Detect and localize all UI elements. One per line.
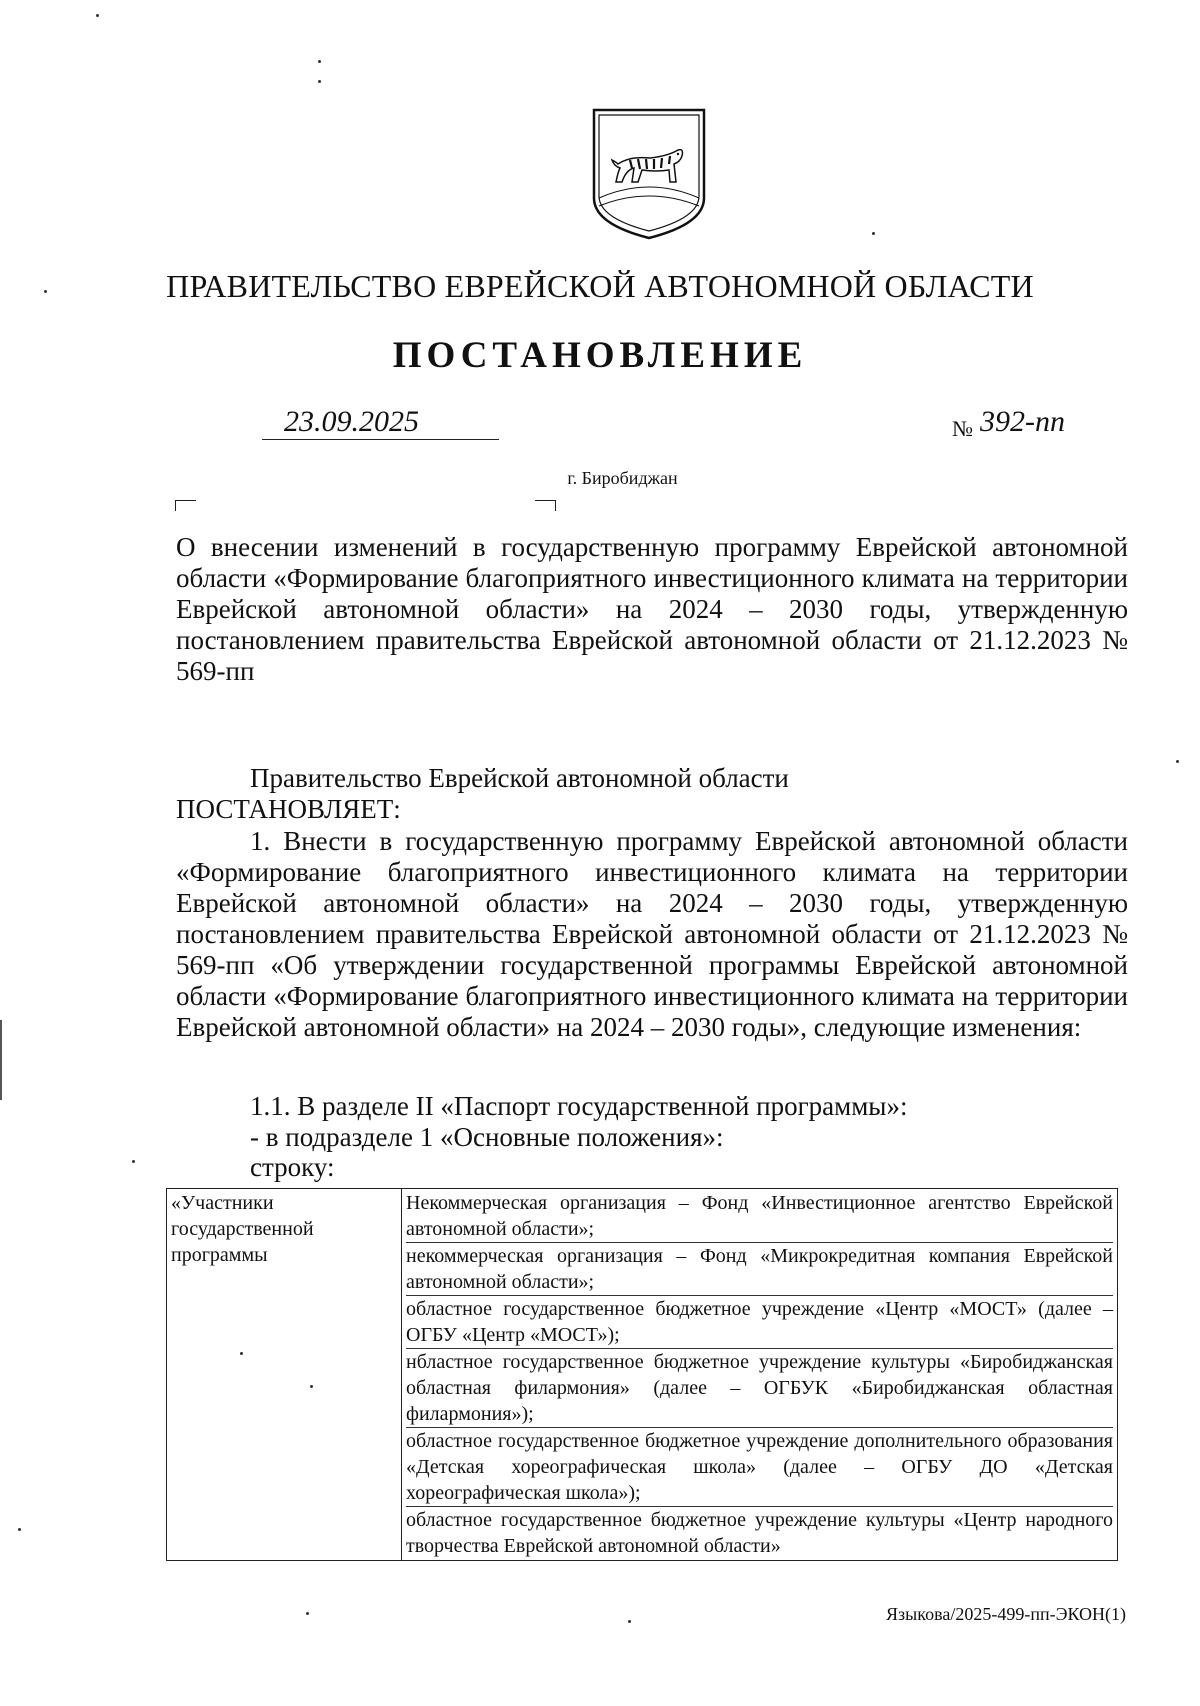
scan-speck [44,290,47,293]
list-item: областное государственное бюджетное учреждение дополнительного образования «Детская хореографическая школа» (далее – ОГБУ ДО «Детская хореографическая школа»); [406,1427,1113,1506]
coat-of-arms-emblem [590,106,708,242]
preamble-line-2: ПОСТАНОВЛЯЕТ: [176,794,401,824]
list-item: областное государственное бюджетное учреждение культуры «Центр народного творчества Еврейской автономной области» [406,1506,1113,1559]
list-item: нбластное государственное бюджетное учреждение культуры «Биробиджанская областная филармония» (далее – ОГБУК «Биробиджанская областная филармония»); [406,1348,1113,1427]
footer-reference: Языкова/2025-499-пп-ЭКОН(1) [886,1604,1126,1624]
city-name: г. Биробиджан [567,468,678,488]
preamble-line-1: Правительство Еврейской автономной области [250,763,789,793]
document-subject: О внесении изменений в государственную программу Еврейской автономной области «Формирование благоприятного инвестиционного климата на территории Еврейской автономной области» на 2024 – 2030 годы, утвержденную постановлением правительства Еврейской автономной области от 21.12.2023 № 569-пп [176,532,1128,686]
document-date: 23.09.2025 [262,407,499,440]
scan-speck [1176,760,1179,763]
subject-bracket-right [535,500,556,511]
table-row [167,1189,1118,1561]
document-number: 392-пп [980,405,1065,438]
scan-edge-line [0,1020,2,1100]
list-item: областное государственное бюджетное учреждение «Центр «МОСТ» (далее – ОГБУ «Центр «МОСТ»); [406,1295,1113,1348]
scan-speck [318,60,321,63]
document-type-title: ПОСТАНОВЛЕНИЕ [392,335,808,376]
scan-speck [872,232,875,235]
table-cell-label: «Участники государственной программы [167,1189,402,1561]
scan-speck [18,1528,21,1531]
scan-speck [310,1385,313,1388]
row-word: строку: [250,1152,335,1182]
paragraph-item-1-1: 1.1. В разделе II «Паспорт государственной программы»: [250,1091,908,1121]
scan-speck [132,1160,135,1163]
paragraph-item-1: 1. Внести в государственную программу Еврейской автономной области «Формирование благоприятного инвестиционного климата на территории Еврейской автономной области» на 2024 – 2030 годы, утвержденную постановлением правительства Еврейской автономной области от 21.12.2023 № 569-пп «Об утверждении государственной программы Еврейской автономной области «Формирование благоприятного инвестиционного климата на территории Еврейской автономной области» на 2024 – 2030 годы», следующие изменения: [176,826,1128,1042]
passport-table [166,1188,1118,1561]
table-cell-entries [402,1189,1118,1561]
scan-speck [240,1352,243,1355]
scan-speck [318,80,321,83]
list-item: некоммерческая организация – Фонд «Микрокредитная компания Еврейской автономной области»; [406,1242,1113,1295]
number-label: № [952,416,973,441]
subject-bracket-left [175,500,196,511]
scan-speck [628,1620,631,1623]
scan-speck [306,1612,309,1615]
government-heading: ПРАВИТЕЛЬСТВО ЕВРЕЙСКОЙ АВТОНОМНОЙ ОБЛАСТИ [166,268,1034,304]
subsection-line: - в подразделе 1 «Основные положения»: [250,1122,724,1152]
list-item: Некоммерческая организация – Фонд «Инвестиционное агентство Еврейской автономной области»; [406,1192,1113,1240]
scan-speck [96,14,99,17]
